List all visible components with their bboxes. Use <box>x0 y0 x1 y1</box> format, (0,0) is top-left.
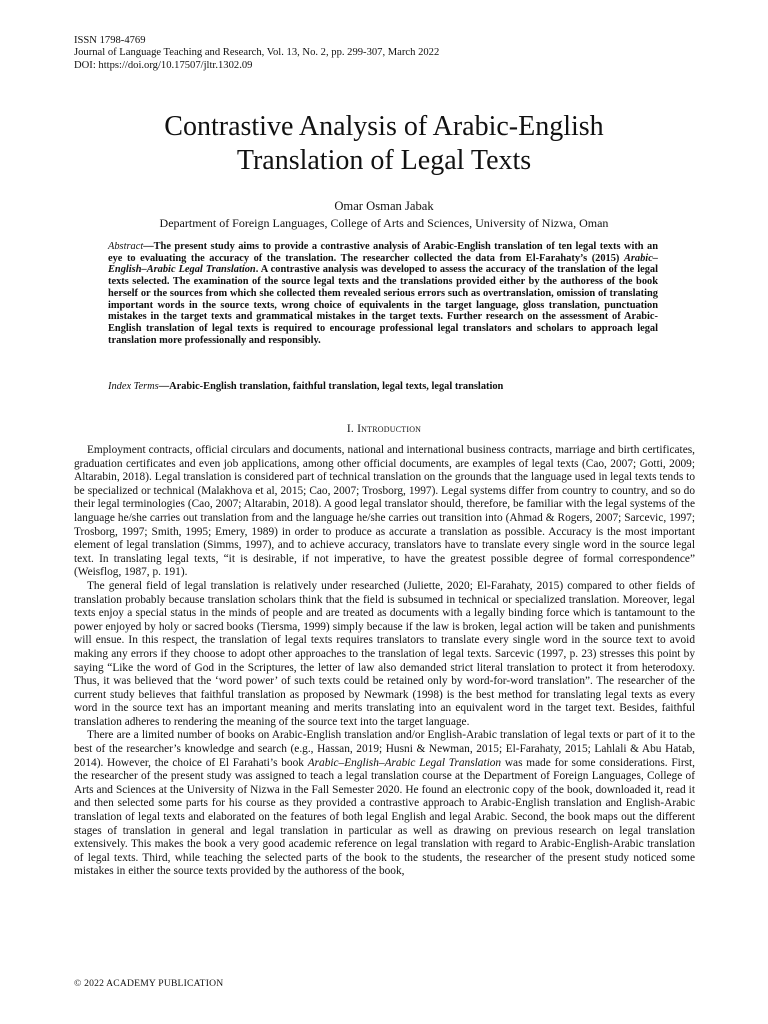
author-affiliation: Department of Foreign Languages, College of Arts and Sciences, University of Nizwa, Oman <box>159 216 609 230</box>
title-line-2: Translation of Legal Texts <box>236 145 532 176</box>
abstract-label: Abstract <box>108 241 144 252</box>
section-number: I. <box>346 422 358 435</box>
section-initial: I <box>357 422 362 435</box>
abstract-book-title: Arabic–English–Arabic Legal Translation <box>108 252 658 276</box>
author-name: Omar Osman Jabak <box>334 199 434 213</box>
section-title-rest: ntroduction <box>361 422 422 435</box>
abstract-text-2: . A contrastive analysis was developed to assess the accuracy of the translation of the legal texts selected. The examination of the source legal texts and the translations provided either by the authoress of the book herself or the sources from which she collected them revealed serious errors such as overtranslation, omission of translating important words in the source texts, wrong choice of equivalents in the target language, gloss translation, punctuation mistakes in the target texts and grammatical mistakes in the target texts. Further research on the assessment of Arabic-English translation of legal texts is required to encourage professional legal translators and scholars to approach legal translation more professionally and responsibly. <box>108 264 658 346</box>
paragraph-1: Employment contracts, official circulars and documents, national and international business contracts, marriage and birth certificates, graduation certificates and even job applications, among other official documents, are examples of legal texts (Cao, 2007; Gotti, 2009; Altarabin, 2018). Legal translation is considered part of technical translation on the grounds that the language used in legal texts tends to be specialized or technical (Malakhova et al, 2015; Cao, 2007; Trosborg, 1997). Legal systems differ from country to country, and so do their legal terminologies (Cao, 2007; Altarabin, 2018). A good legal translator should, therefore, be familiar with the legal systems of the language he/she carries out translation from and the language he/she carries out transition into (Ahmad & Rogers, 2007; Sarcevic, 1997; Trosborg, 1997; Smith, 1995; Emery, 1989) in order to produce as accurate a translation as possible. Accuracy is the most important element of legal translation (Simms, 1997), and to achieve accuracy, translators have to translate every single word in the source legal text. In translating legal texts, “it is desirable, if not imperative, to have the greatest possible degree of formal correspondence” (Weisflog, 1987, p. 191). <box>74 444 695 579</box>
abstract <box>108 241 658 346</box>
paragraph-3 <box>74 729 695 879</box>
issn-line: ISSN 1798-4769 <box>74 35 146 46</box>
index-terms <box>108 381 668 393</box>
paragraph-2: The general field of legal translation is relatively under researched (Juliette, 2020; El-Farahaty, 2015) compared to other fields of translation probably because translation scholars think that the field is subsumed in technical or specialized translation. Moreover, legal texts enjoy a special status in the minds of people and are treated as documents with a legally binding force which is tantamount to the power enjoyed by holy or sacred books (Tiersma, 1999) simply because if the law is broken, legal action will be taken and punishments will ensue. In this respect, the translation of legal texts requires translators to translate every single word in the source text to avoid making any errors if they choose to adopt other approaches to the translation of legal texts. Sarcevic (1997, p. 23) stresses this point by saying “Like the word of God in the Scriptures, the letter of law also demanded strict literal translation to protect it from heterodoxy. Thus, it was believed that the ‘word power’ of such texts could be retained only by word-for-word translation”. The researcher of the current study believes that faithful translation as proposed by Newmark (1998) is the best method for translating legal texts as every word in the source text has an important meaning and merits translating into an equivalent word in the target text. Besides, faithful translation adheres to rendering the meaning of the source text into the target language. <box>74 579 695 728</box>
index-terms-label: Index Terms <box>108 381 159 392</box>
paragraph-3-book-title: Arabic–English–Arabic Legal Translation <box>307 756 502 769</box>
index-terms-text: —Arabic-English translation, faithful translation, legal texts, legal translation <box>158 381 504 392</box>
journal-citation-line: Journal of Language Teaching and Research, Vol. 13, No. 2, pp. 299-307, March 2022 <box>74 47 440 59</box>
section-heading-introduction <box>74 422 694 436</box>
body-text <box>74 444 695 879</box>
doi-line: DOI: https://doi.org/10.17507/jltr.1302.09 <box>74 59 253 71</box>
copyright-footer: © 2022 ACADEMY PUBLICATION <box>74 978 224 989</box>
abstract-text-1: —The present study aims to provide a contrastive analysis of Arabic-English translation of ten legal texts with an eye to evaluating the accuracy of the translation. The researcher collected the data from El-Farahaty’s (2015) <box>108 241 658 264</box>
paper-title <box>74 110 694 178</box>
title-line-1: Contrastive Analysis of Arabic-English <box>164 111 604 142</box>
paragraph-3-text-b: was made for some considerations. First, the researcher of the present study was assigned to teach a legal translation course at the Department of Foreign Languages, College of Arts and Sciences at the University of Nizwa in the Fall Semester 2020. He found an electronic copy of the book, downloaded it, read it and then selected some parts for his course as they provided a contrastive approach to Arabic-English translation and English-Arabic translation of legal texts and elaborated on the features of both legal English and legal Arabic. Second, the book maps out the different stages of translation in general and legal translation in particular as well as drawing on previous research on legal translation extensively. This makes the book a very good academic reference on legal translation with regard to Arabic-English-Arabic translation of legal texts. Third, while teaching the selected parts of the book to the students, the researcher of the present study noticed some mistakes in either the source texts provided by the authoress of the book, <box>74 756 695 878</box>
paragraph-3-text-a: There are a limited number of books on Arabic-English translation and/or English-Arabic translation of legal texts or part of it to the best of the researcher’s knowledge and search (e.g., Hassan, 2019; Husni & Newman, 2015; El-Farahaty, 2015; Lahlali & Abu Hatab, 2014). However, the choice of El Farahati’s book <box>74 729 695 769</box>
journal-header <box>74 35 439 72</box>
